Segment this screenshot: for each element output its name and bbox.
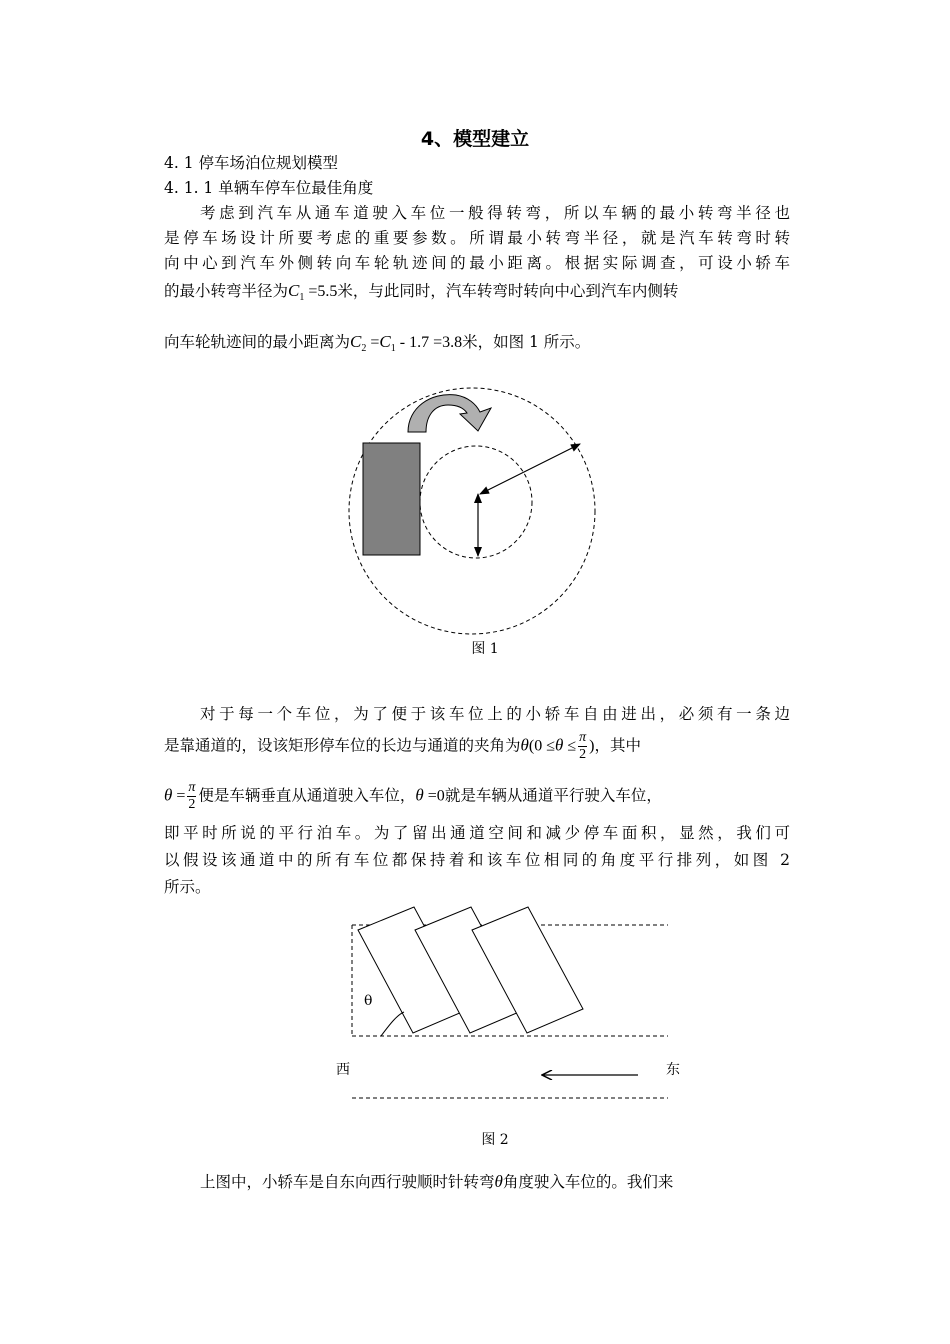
inner-turning-circle: [420, 446, 532, 558]
section-title: 4、模型建立: [420, 128, 530, 150]
math-c1: C: [288, 281, 300, 300]
math-fraction: [578, 730, 587, 763]
math-eq: =: [172, 787, 186, 805]
text-run: ，其中: [594, 736, 641, 755]
text-run: 的最小转弯半径为: [164, 282, 289, 300]
turn-direction-arrow: [408, 395, 491, 432]
figure-1-turning-radius-diagram: [340, 385, 610, 640]
math-c2: C: [350, 332, 362, 351]
east-label: 东: [666, 1062, 680, 1078]
theta-label: θ: [364, 993, 373, 1009]
fraction-numerator: π: [188, 780, 196, 795]
subsubsection-heading: 4. 1. 1 单辆车停车位最佳角度: [164, 179, 374, 197]
paragraph-line: [164, 279, 678, 303]
math-zero: =0: [423, 787, 445, 805]
text-run: 向车轮轨迹间的最小距离为: [164, 333, 351, 351]
text-run: 角度驶入车位的。我们来: [502, 1173, 674, 1191]
text-run: 便是车辆垂直从通道驶入车位，: [198, 786, 416, 805]
text-run: 米，与此同时，汽车转弯时转向中心到汽车内侧转: [337, 282, 679, 300]
paragraph-line: [164, 730, 790, 763]
math-eq: =: [366, 334, 380, 351]
west-label: 西: [336, 1062, 350, 1078]
car-rectangle: [363, 443, 420, 555]
paragraph-line: 所示。: [164, 878, 211, 896]
text-run: 上图中，小轿车是自东向西行驶顺时针转弯: [200, 1173, 495, 1191]
text-run: 米，如图 1 所示。: [462, 333, 591, 351]
math-fraction: [187, 780, 196, 813]
math-close: ): [589, 737, 595, 755]
fraction-numerator: π: [579, 730, 587, 745]
math-range: ≤: [563, 737, 577, 755]
math-theta: θ: [494, 1172, 503, 1191]
theta-angle-arc: [381, 1012, 404, 1036]
math-value: =5.5: [304, 283, 338, 300]
paragraph-line: [164, 330, 590, 354]
paragraph-line: 以假设该通道中的所有车位都保持着和该车位相同的角度平行排列，如图 2: [164, 851, 790, 869]
math-theta: θ: [164, 785, 173, 805]
paragraph-line: [164, 780, 662, 813]
paragraph-line: 向中心到汽车外侧转向车轮轨迹间的最小距离。根据实际调查，可设小轿车: [164, 254, 790, 272]
math-theta: θ: [520, 735, 529, 755]
math-c1: C: [379, 332, 391, 351]
math-sub: 1: [390, 343, 396, 354]
paragraph-line: 是停车场设计所要考虑的重要参数。所谓最小转弯半径，就是汽车转弯时转: [164, 229, 790, 247]
paragraph-line: 对于每一个车位，为了便于该车位上的小轿车自由进出，必须有一条边: [200, 705, 790, 723]
text-run: 就是车辆从通道平行驶入车位，: [444, 786, 662, 805]
math-value: - 1.7 =3.8: [395, 334, 463, 351]
paragraph-3: [200, 1170, 673, 1192]
math-sub: 2: [361, 343, 367, 354]
figure-1-caption: 图 1: [471, 641, 499, 657]
math-sub: 1: [299, 292, 305, 303]
fraction-denominator: 2: [188, 797, 196, 812]
subsection-heading: 4. 1 停车场泊位规划模型: [164, 154, 339, 172]
paragraph-line: 考虑到汽车从通车道驶入车位一般得转弯，所以车辆的最小转弯半径也: [200, 204, 790, 222]
math-theta: θ: [554, 735, 564, 755]
math-theta: θ: [415, 785, 424, 805]
text-run: 是靠通道的，设该矩形停车位的长边与通道的夹角为: [164, 736, 521, 755]
math-range: (0 ≤: [528, 737, 555, 755]
figure-2-caption: 图 2: [481, 1132, 509, 1148]
fraction-denominator: 2: [579, 747, 587, 762]
outer-radius-arrow: [480, 444, 580, 494]
figure-2-parking-diagram: [330, 900, 700, 1115]
paragraph-line: 即平时所说的平行泊车。为了留出通道空间和减少停车面积，显然，我们可: [164, 824, 790, 842]
